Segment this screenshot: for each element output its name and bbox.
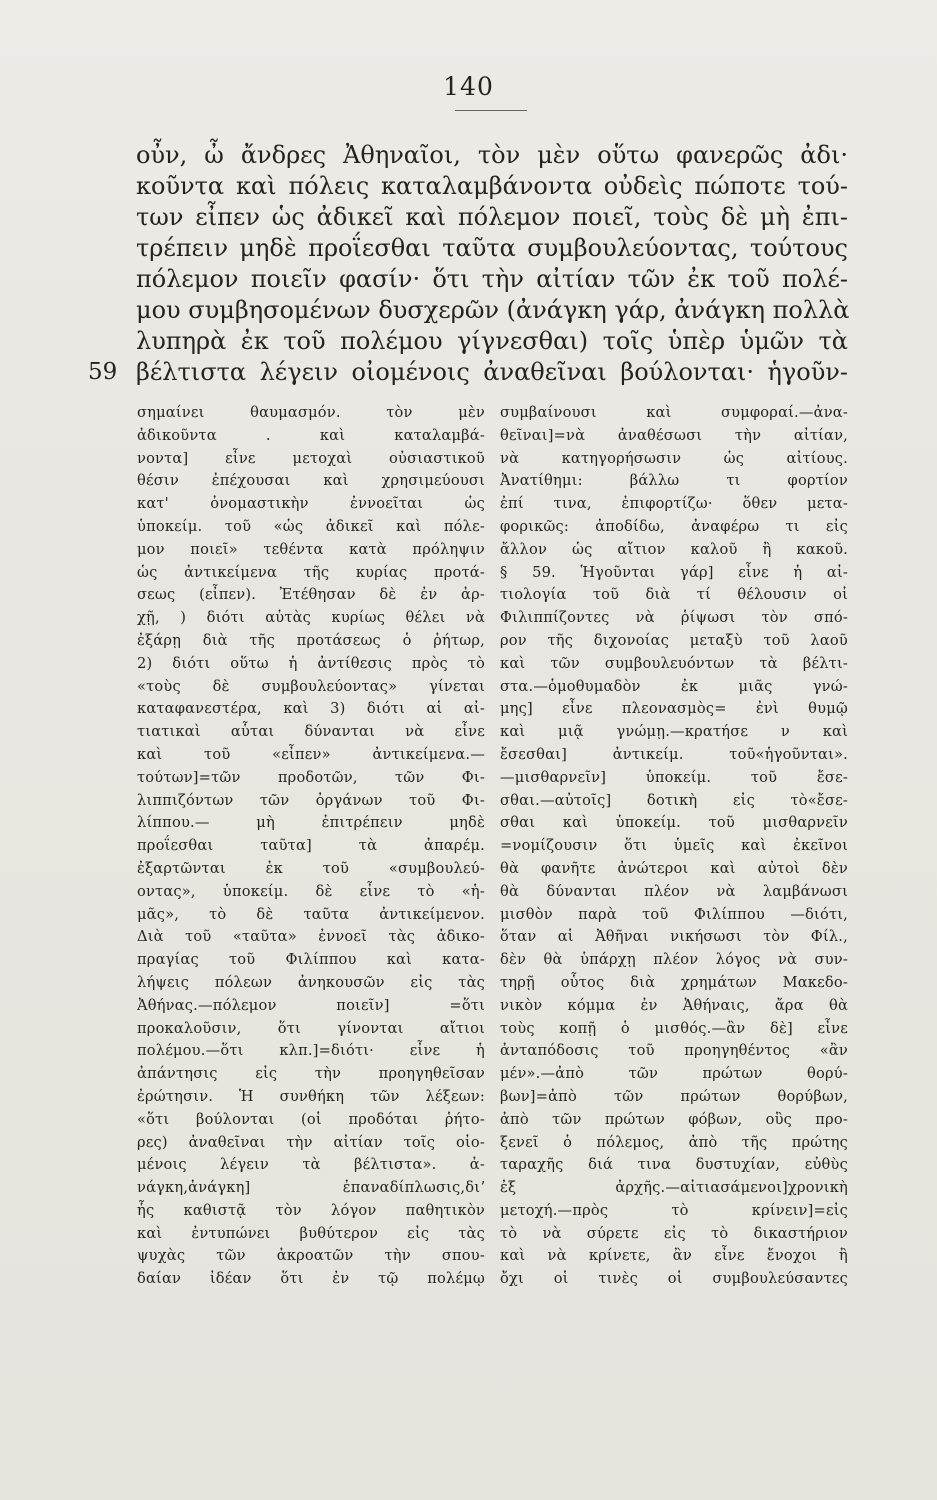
commentary-line: καὶ τοῦ «εἶπεν» ἀντικείμενα.— bbox=[137, 745, 485, 763]
main-text-line: κοῦντα καὶ πόλεις καταλαμβάνοντα οὐδεὶς πώποτε τού- bbox=[136, 172, 848, 200]
commentary-line: «ὅτι βούλονται (οἱ προδόται ῥήτο- bbox=[137, 1110, 485, 1128]
commentary-line: ἔσεσθαι] ἀντικείμ. τοῦ«ἡγοῦνται». bbox=[500, 745, 848, 763]
commentary-line: λιππιζόντων τῶν ὀργάνων τοῦ Φι- bbox=[137, 791, 485, 809]
commentary-line: νοντα] εἶνε μετοχαὶ οὐσιαστικοῦ bbox=[137, 449, 485, 467]
commentary-line: προΐεσθαι ταῦτα] τὰ ἀπαρέμ. bbox=[137, 837, 485, 855]
commentary-line: νὰ κατηγορήσωσιν ὡς αἰτίους. bbox=[500, 449, 848, 467]
main-text-line: βέλτιστα λέγειν οἰομένοις ἀναθεῖναι βούλονται· ἡγοῦν- bbox=[136, 358, 848, 386]
commentary-line: πραγίας τοῦ Φιλίππου καὶ κατα- bbox=[137, 951, 485, 969]
commentary-line: θὰ φανῆτε ἀνώτεροι καὶ αὐτοὶ δὲν bbox=[500, 859, 848, 877]
commentary-line: Διὰ τοῦ «ταῦτα» ἐννοεῖ τὰς ἀδικο- bbox=[137, 928, 485, 946]
commentary-line: ρον τῆς διχονοίας μεταξὺ τοῦ λαοῦ bbox=[500, 631, 848, 649]
commentary-line: ὅταν αἱ Ἀθῆναι νικήσωσι τὸν Φίλ., bbox=[500, 928, 848, 946]
commentary-right-column bbox=[500, 402, 848, 1291]
commentary-line: μισθὸν παρὰ τοῦ Φιλίππου —διότι, bbox=[500, 905, 848, 923]
commentary-left-column bbox=[137, 402, 485, 1291]
commentary-line: κατ' ὀνομαστικὴν ἐννοεῖται ὡς bbox=[137, 495, 485, 513]
commentary-line: μης] εἶνε πλεονασμὸς= ἐνὶ θυμῷ bbox=[500, 700, 848, 718]
commentary-line: σθαι.—αὐτοῖς] δοτικὴ εἰς τὸ«ἔσε- bbox=[500, 791, 848, 809]
commentary-line: δαίαν ἰδέαν ὅτι ἐν τῷ πολέμῳ bbox=[137, 1270, 485, 1288]
section-margin-number: 59 bbox=[88, 359, 118, 385]
commentary-line: ἀδικοῦντα . καὶ καταλαμβά- bbox=[137, 426, 485, 444]
main-text-line: τρέπειν μηδὲ προΐεσθαι ταῦτα συμβουλεύοντας, τούτους bbox=[136, 234, 848, 262]
commentary-line: χῇ, ) διότι αὐτὰς κυρίως θέλει νὰ bbox=[137, 609, 485, 627]
commentary-line: θὰ δύνανται πλέον νὰ λαμβάνωσι bbox=[500, 882, 848, 900]
commentary-line: ὄχι οἱ τινὲς οἱ συμβουλεύσαντες bbox=[500, 1270, 848, 1288]
commentary-line: τὸ νὰ σύρετε εἰς τὸ δικαστήριον bbox=[500, 1224, 848, 1242]
main-text-line: οὖν, ὦ ἄνδρες Ἀθηναῖοι, τὸν μὲν οὕτω φανερῶς ἀδι· bbox=[136, 141, 848, 169]
commentary-line: Φιλιππίζοντες νὰ ῥίψωσι τὸν σπό- bbox=[500, 609, 848, 627]
commentary-line: ταραχῆς διά τινα δυστυχίαν, εὐθὺς bbox=[500, 1156, 848, 1174]
commentary-line: τιολογία τοῦ διὰ τί θέλουσιν οἱ bbox=[500, 586, 848, 604]
commentary-line: φορικῶς: ἀποδίδω, ἀναφέρω τι εἰς bbox=[500, 517, 848, 535]
commentary-line: μένοις λέγειν τὰ βέλτιστα». ἀ- bbox=[137, 1156, 485, 1174]
commentary-line: θέσιν ἐπέχουσαι καὶ χρησιμεύουσι bbox=[137, 472, 485, 490]
commentary-line: ψυχὰς τῶν ἀκροατῶν τὴν σπου- bbox=[137, 1247, 485, 1265]
commentary-line: —μισθαρνεῖν] ὑποκείμ. τοῦ ἔσε- bbox=[500, 768, 848, 786]
commentary-line: 2) διότι οὕτω ἡ ἀντίθεσις πρὸς τὸ bbox=[137, 654, 485, 672]
commentary-line: καὶ μιᾷ γνώμῃ.—κρατήσε ν καὶ bbox=[500, 723, 848, 741]
commentary-line: στα.—ὁμοθυμαδὸν ἐκ μιᾶς γνώ- bbox=[500, 677, 848, 695]
commentary-line: ρες) ἀναθεῖναι τὴν αἰτίαν τοῖς οἰο- bbox=[137, 1133, 485, 1151]
main-text-line: πόλεμον ποιεῖν φασίν· ὅτι τὴν αἰτίαν τῶν ἐκ τοῦ πολέ- bbox=[136, 265, 848, 293]
main-text-line: λυπηρὰ ἐκ τοῦ πολέμου γίγνεσθαι) τοῖς ὑπὲρ ὑμῶν τὰ bbox=[136, 327, 848, 355]
commentary-line: μέν».—ἀπὸ τῶν πρώτων θορύ- bbox=[500, 1065, 848, 1083]
commentary-line: ὑποκείμ. τοῦ «ὡς ἀδικεῖ καὶ πόλε- bbox=[137, 517, 485, 535]
commentary-line: Ἀθήνας.—πόλεμον ποιεῖν] =ὅτι bbox=[137, 996, 485, 1014]
commentary-line: τιατικαὶ αὗται δύνανται νὰ εἶνε bbox=[137, 723, 485, 741]
commentary-line: μον ποιεῖ» τεθέντα κατὰ πρόληψιν bbox=[137, 540, 485, 558]
commentary-line: Ἀνατίθημι: βάλλω τι φορτίον bbox=[500, 472, 848, 490]
commentary-line: σθαι καὶ ὑποκείμ. τοῦ μισθαρνεῖν bbox=[500, 814, 848, 832]
commentary-line: ἐπί τινα, ἐπιφορτίζω· ὅθεν μετα- bbox=[500, 495, 848, 513]
commentary-line: πολέμου.—ὅτι κλπ.]=διότι· εἶνε ἡ bbox=[137, 1042, 485, 1060]
commentary-line: ἐρώτησιν. Ἡ συνθήκη τῶν λέξεων: bbox=[137, 1087, 485, 1105]
commentary-line: σεως (εἶπεν). Ἐτέθησαν δὲ ἐν ἀρ- bbox=[137, 586, 485, 604]
page-number-underline bbox=[455, 110, 527, 111]
commentary-line: δὲν θὰ ὑπάρχῃ πλέον λόγος νὰ συν- bbox=[500, 951, 848, 969]
commentary-line: οντας», ὑποκείμ. δὲ εἶνε τὸ «ἡ- bbox=[137, 882, 485, 900]
commentary-line: ἐξαρτῶνται ἐκ τοῦ «συμβουλεύ- bbox=[137, 859, 485, 877]
main-text-line: μου συμβησομένων δυσχερῶν (ἀνάγκη γάρ, ἀνάγκη πολλὰ bbox=[136, 296, 850, 324]
commentary-line: τηρῇ οὗτος διὰ χρημάτων Μακεδο- bbox=[500, 973, 848, 991]
commentary-line: ἧς καθιστᾷ τὸν λόγον παθητικὸν bbox=[137, 1201, 485, 1219]
commentary-line: σημαίνει θαυμασμόν. τὸν μὲν bbox=[137, 404, 485, 421]
commentary-line: ἀπὸ τῶν πρώτων φόβων, οὓς προ- bbox=[500, 1110, 848, 1128]
main-text-block bbox=[136, 140, 848, 388]
commentary-line: μᾶς», τὸ δὲ ταῦτα ἀντικείμενον. bbox=[137, 905, 485, 923]
page-number: 140 bbox=[443, 72, 494, 101]
main-text-line: των εἶπεν ὡς ἀδικεῖ καὶ πόλεμον ποιεῖ, τοὺς δὲ μὴ ἐπι- bbox=[136, 203, 848, 231]
commentary-line: ἐξ ἀρχῆς.—αἰτιασάμενοι]χρονικὴ bbox=[500, 1179, 848, 1197]
commentary-line: τοὺς κοπῇ ὁ μισθός.—ἂν δὲ] εἶνε bbox=[500, 1019, 848, 1037]
commentary-line: ἄλλον ὡς αἴτιον καλοῦ ἢ κακοῦ. bbox=[500, 540, 848, 558]
commentary-line: νάγκη,ἀνάγκη] ἐπαναδίπλωσις,διʼ bbox=[137, 1179, 485, 1197]
commentary-line: § 59. Ἡγοῦνται γάρ] εἶνε ἡ αἰ- bbox=[500, 563, 848, 581]
commentary-line: προκαλοῦσιν, ὅτι γίνονται αἴτιοι bbox=[137, 1019, 485, 1037]
commentary-line: καὶ ἐντυπώνει βυθύτερον εἰς τὰς bbox=[137, 1224, 485, 1242]
commentary-line: θεῖναι]=νὰ ἀναθέσωσι τὴν αἰτίαν, bbox=[500, 426, 848, 444]
commentary-line: νικὸν κόμμα ἐν Ἀθήναις, ἄρα θὰ bbox=[500, 996, 848, 1014]
commentary-line: ἀνταπόδοσις τοῦ προηγηθέντος «ἂν bbox=[500, 1042, 848, 1060]
commentary-line: καταφανεστέρα, καὶ 3) διότι αἱ αἰ- bbox=[137, 700, 485, 718]
commentary-line: καὶ νὰ κρίνετε, ἂν εἶνε ἔνοχοι ἢ bbox=[500, 1247, 848, 1265]
commentary-line: ξενεῖ ὁ πόλεμος, ἀπὸ τῆς πρώτης bbox=[500, 1133, 848, 1151]
commentary-line: συμβαίνουσι καὶ συμφοραί.—ἀνα- bbox=[500, 404, 848, 421]
commentary-line: λήψεις πόλεων ἀνηκουσῶν εἰς τὰς bbox=[137, 973, 485, 991]
commentary-line: μετοχή.—πρὸς τὸ κρίνειν]=εἰς bbox=[500, 1201, 848, 1219]
commentary-line: λίππου.— μὴ ἐπιτρέπειν μηδὲ bbox=[137, 814, 485, 832]
commentary-line: ἐξάρῃ διὰ τῆς προτάσεως ὁ ῥήτωρ, bbox=[137, 631, 485, 649]
commentary-line: τούτων]=τῶν προδοτῶν, τῶν Φι- bbox=[137, 768, 485, 786]
commentary-line: καὶ τῶν συμβουλευόντων τὰ βέλτι- bbox=[500, 654, 848, 672]
commentary-line: =νομίζουσιν ὅτι ὑμεῖς καὶ ἐκεῖνοι bbox=[500, 837, 848, 855]
commentary-line: ἀπάντησις εἰς τὴν προηγηθεῖσαν bbox=[137, 1065, 485, 1083]
commentary-line: βων]=ἀπὸ τῶν πρώτων θορύβων, bbox=[500, 1087, 848, 1105]
commentary-line: «τοὺς δὲ συμβουλεύοντας» γίνεται bbox=[137, 677, 485, 695]
commentary-line: ὡς ἀντικείμενα τῆς κυρίας προτά- bbox=[137, 563, 485, 581]
